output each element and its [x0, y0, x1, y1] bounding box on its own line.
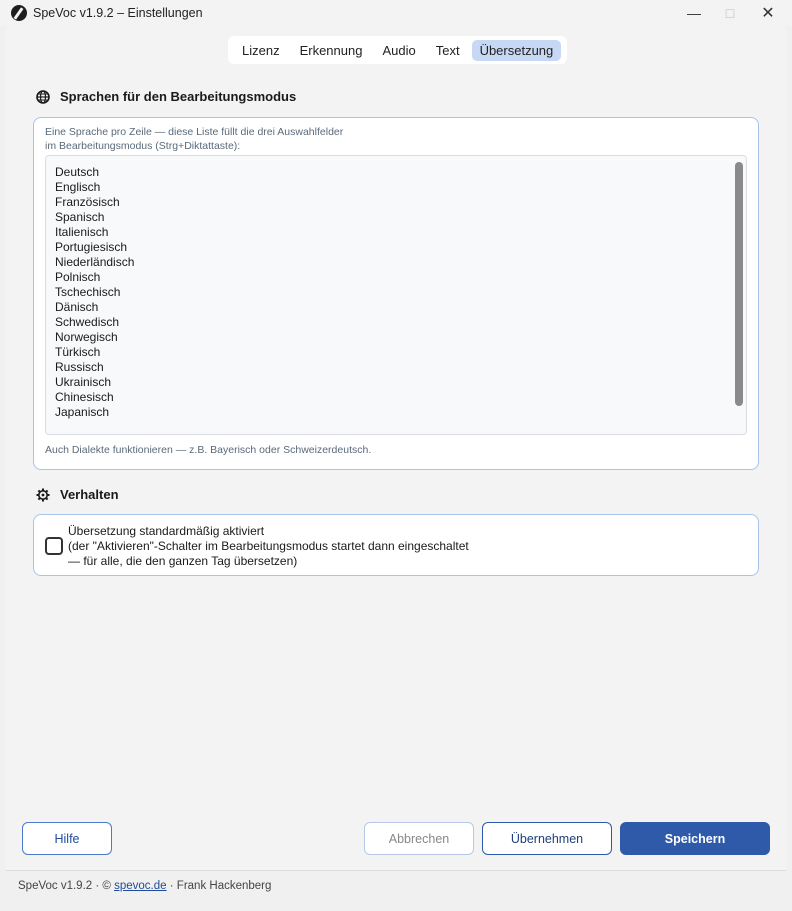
settings-panel — [6, 26, 786, 870]
save-button[interactable]: Speichern — [620, 822, 770, 855]
language-line: Spanisch — [55, 210, 105, 224]
languages-heading-text: Sprachen für den Bearbeitungsmodus — [60, 89, 297, 104]
tab-text[interactable]: Text — [435, 42, 460, 58]
checkbox-label-line2: (der "Aktivieren"-Schalter im Bearbeitungsmodus startet dann eingeschaltet — [68, 539, 469, 553]
languages-heading — [36, 89, 296, 104]
textarea-scrollbar[interactable] — [735, 162, 743, 406]
language-line: Norwegisch — [55, 330, 118, 344]
languages-list — [55, 165, 134, 420]
languages-hint — [45, 125, 343, 153]
language-line: Tschechisch — [55, 285, 121, 299]
language-line: Polnisch — [55, 270, 101, 284]
title-bar — [0, 0, 792, 26]
window-title: SpeVoc v1.9.2 – Einstellungen — [33, 6, 203, 20]
behavior-group — [33, 514, 759, 576]
checkbox-label[interactable] — [68, 524, 469, 569]
app-logo-icon — [11, 5, 27, 21]
languages-textarea[interactable] — [45, 155, 747, 435]
languages-group — [33, 117, 759, 470]
language-line: Türkisch — [55, 345, 101, 359]
globe-icon — [36, 90, 50, 104]
dialect-hint: Auch Dialekte funktionieren — z.B. Bayerisch oder Schweizerdeutsch. — [45, 444, 372, 456]
footer-version: SpeVoc v1.9.2 — [18, 880, 93, 892]
footer-author: Frank Hackenberg — [176, 880, 272, 892]
minimize-icon[interactable]: — — [687, 5, 701, 21]
languages-hint-line1: Eine Sprache pro Zeile — diese Liste füllt die drei Auswahlfelder — [45, 126, 344, 138]
maximize-icon[interactable]: □ — [725, 5, 735, 21]
language-line: Ukrainisch — [55, 375, 112, 389]
close-icon[interactable]: ✕ — [761, 5, 775, 22]
language-line: Dänisch — [55, 300, 99, 314]
tab-audio[interactable]: Audio — [382, 42, 416, 58]
language-line: Schwedisch — [55, 315, 120, 329]
apply-button[interactable]: Übernehmen — [482, 822, 612, 855]
website-link[interactable]: spevoc.de — [114, 880, 167, 892]
translation-default-checkbox[interactable] — [45, 537, 63, 555]
language-line: Chinesisch — [55, 390, 114, 404]
checkbox-label-line3: — für alle, die den ganzen Tag übersetzen) — [68, 554, 298, 568]
gear-icon — [36, 488, 50, 502]
language-line: Englisch — [55, 180, 101, 194]
behavior-heading-text: Verhalten — [60, 487, 119, 502]
language-line: Niederländisch — [55, 255, 135, 269]
behavior-heading — [36, 487, 119, 502]
language-line: Japanisch — [55, 405, 110, 419]
language-line: Deutsch — [55, 165, 100, 179]
language-line: Portugiesisch — [55, 240, 128, 254]
language-line: Russisch — [55, 360, 104, 374]
tab-bar — [228, 36, 567, 64]
languages-hint-line2: im Bearbeitungsmodus (Strg+Diktattaste): — [45, 140, 241, 152]
tab-lizenz[interactable]: Lizenz — [242, 42, 280, 58]
checkbox-label-line1: Übersetzung standardmäßig aktiviert — [68, 524, 265, 538]
footer-divider — [6, 870, 786, 871]
footer — [18, 880, 271, 892]
help-button[interactable]: Hilfe — [22, 822, 112, 855]
cancel-button[interactable]: Abbrechen — [364, 822, 474, 855]
footer-separator: · — [95, 880, 100, 892]
footer-separator: · — [169, 880, 174, 892]
tab-uebersetzung[interactable]: Übersetzung — [472, 40, 562, 61]
language-line: Italienisch — [55, 225, 109, 239]
language-line: Französisch — [55, 195, 120, 209]
tab-erkennung[interactable]: Erkennung — [299, 42, 363, 58]
footer-copyright: © — [102, 880, 111, 892]
